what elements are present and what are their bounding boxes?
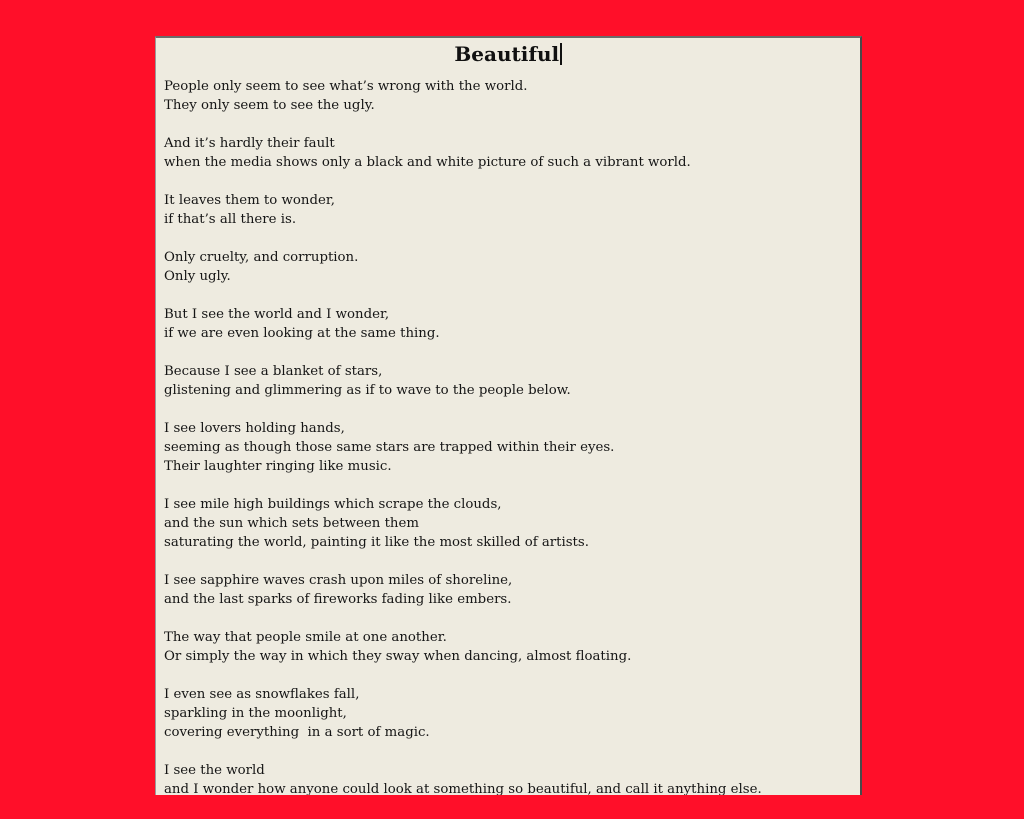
poem-stanza (164, 495, 854, 552)
poem-line: sparkling in the moonlight, (164, 706, 347, 721)
poem-line: glistening and glimmering as if to wave to the people below. (164, 383, 571, 398)
poem-line: if we are even looking at the same thing. (164, 326, 440, 341)
poem-line: I see the world (164, 763, 265, 778)
poem-line: seeming as though those same stars are trapped within their eyes. (164, 440, 615, 455)
poem-stanza (164, 761, 854, 795)
poem-line: Only ugly. (164, 269, 231, 284)
poem-line: I see lovers holding hands, (164, 421, 345, 436)
poem-line: Only cruelty, and corruption. (164, 250, 359, 265)
poem-line: People only seem to see what’s wrong with the world. (164, 79, 528, 94)
document-page[interactable] (155, 36, 862, 795)
poem-line: I even see as snowflakes fall, (164, 687, 360, 702)
poem-stanza (164, 77, 854, 115)
document-title: Beautiful (454, 42, 560, 66)
poem-line: covering everything in a sort of magic. (164, 725, 430, 740)
poem-line: Or simply the way in which they sway when dancing, almost floating. (164, 649, 632, 664)
poem-line: and I wonder how anyone could look at something so beautiful, and call it anything else. (164, 782, 762, 795)
poem-stanza (164, 191, 854, 229)
poem-line: They only seem to see the ugly. (164, 98, 375, 113)
poem-line: and the last sparks of fireworks fading like embers. (164, 592, 512, 607)
poem-line: and the sun which sets between them (164, 516, 419, 531)
document-title-line[interactable] (156, 42, 860, 66)
poem-stanza (164, 134, 854, 172)
poem-line: I see sapphire waves crash upon miles of shoreline, (164, 573, 513, 588)
poem-line: if that’s all there is. (164, 212, 297, 227)
poem-stanza (164, 571, 854, 609)
poem-stanza (164, 628, 854, 666)
poem-stanza (164, 248, 854, 286)
text-cursor (560, 43, 562, 65)
poem-stanza (164, 685, 854, 742)
poem-line: when the media shows only a black and white picture of such a vibrant world. (164, 155, 691, 170)
poem-line: And it’s hardly their fault (164, 136, 335, 151)
poem-stanza (164, 305, 854, 343)
poem-line: The way that people smile at one another. (164, 630, 447, 645)
poem-stanza (164, 362, 854, 400)
poem-stanza (164, 419, 854, 476)
poem-line: Because I see a blanket of stars, (164, 364, 383, 379)
poem-line: It leaves them to wonder, (164, 193, 335, 208)
poem-line: Their laughter ringing like music. (164, 459, 392, 474)
poem-line: I see mile high buildings which scrape the clouds, (164, 497, 502, 512)
poem-line: But I see the world and I wonder, (164, 307, 390, 322)
poem-body[interactable] (164, 77, 854, 795)
poem-line: saturating the world, painting it like the most skilled of artists. (164, 535, 589, 550)
